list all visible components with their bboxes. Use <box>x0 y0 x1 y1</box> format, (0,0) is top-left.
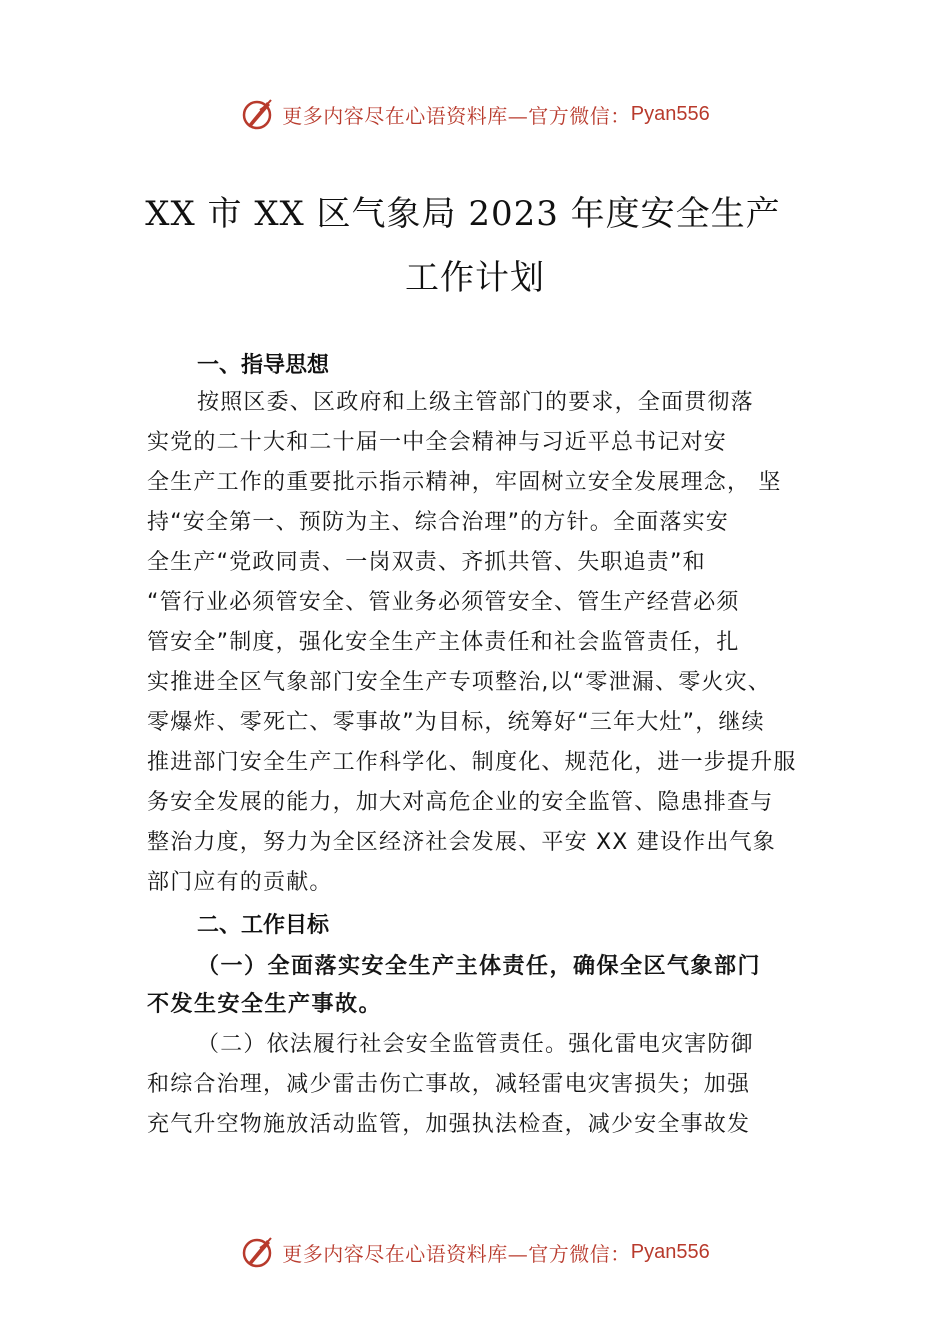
header-watermark-banner <box>0 94 950 134</box>
pen-quill-circle-icon <box>240 1234 276 1270</box>
footer-watermark-banner <box>0 1232 950 1272</box>
paragraph-line: 实推进全区气象部门安全生产专项整治,以“零泄漏、零火灾、 <box>147 670 771 695</box>
paragraph-line: 全生产工作的重要批示指示精神，牢固树立安全发展理念， 坚 <box>147 470 782 495</box>
watermark-wechat-id: Pyan556 <box>630 102 710 125</box>
paragraph-line: 管安全”制度，强化安全生产主体责任和社会监管责任，扎 <box>147 630 740 655</box>
section-heading-guiding-thought: 一、指导思想 <box>197 353 330 378</box>
document-title-line-2: 工作计划 <box>405 258 545 298</box>
goal-item-1-line: （一）全面落实安全生产主体责任，确保全区气象部门 <box>197 954 762 979</box>
watermark-text: 更多内容尽在心语资料库—官方微信： <box>282 103 631 128</box>
paragraph-line: 零爆炸、零死亡、零事故”为目标，统筹好“三年大灶”，继续 <box>147 710 765 735</box>
paragraph-line: 务安全发展的能力，加大对高危企业的安全监管、隐患排查与 <box>147 790 774 815</box>
goal-item-1-line: 不发生安全生产事故。 <box>147 992 383 1017</box>
paragraph-line: 实党的二十大和二十届一中全会精神与习近平总书记对安 <box>147 430 728 455</box>
paragraph-line: 整治力度，努力为全区经济社会发展、平安 XX 建设作出气象 <box>147 830 776 855</box>
paragraph-line: 持“安全第一、预防为主、综合治理”的方针。全面落实安 <box>147 510 729 535</box>
goal-item-2-line: 和综合治理，减少雷击伤亡事故，减轻雷电灾害损失；加强 <box>147 1072 751 1097</box>
goal-item-2-line: 充气升空物施放活动监管，加强执法检查，减少安全事故发 <box>147 1112 751 1137</box>
paragraph-line: 推进部门安全生产工作科学化、制度化、规范化，进一步提升服 <box>147 750 797 775</box>
watermark-text: 更多内容尽在心语资料库—官方微信： <box>282 1241 631 1266</box>
paragraph-line: 部门应有的贡献。 <box>147 870 333 895</box>
paragraph-line: “管行业必须管安全、管业务必须管安全、管生产经营必须 <box>147 590 740 615</box>
goal-item-2-line: （二）依法履行社会安全监管责任。强化雷电灾害防御 <box>197 1032 754 1057</box>
document-title-line-1: XX 市 XX 区气象局 2023 年度安全生产 <box>145 194 781 234</box>
watermark-wechat-id: Pyan556 <box>630 1240 710 1263</box>
paragraph-line: 按照区委、区政府和上级主管部门的要求，全面贯彻落 <box>197 390 754 415</box>
paragraph-line: 全生产“党政同责、一岗双责、齐抓共管、失职追责”和 <box>147 550 706 575</box>
pen-quill-circle-icon <box>240 96 276 132</box>
section-heading-work-goals: 二、工作目标 <box>197 913 330 938</box>
